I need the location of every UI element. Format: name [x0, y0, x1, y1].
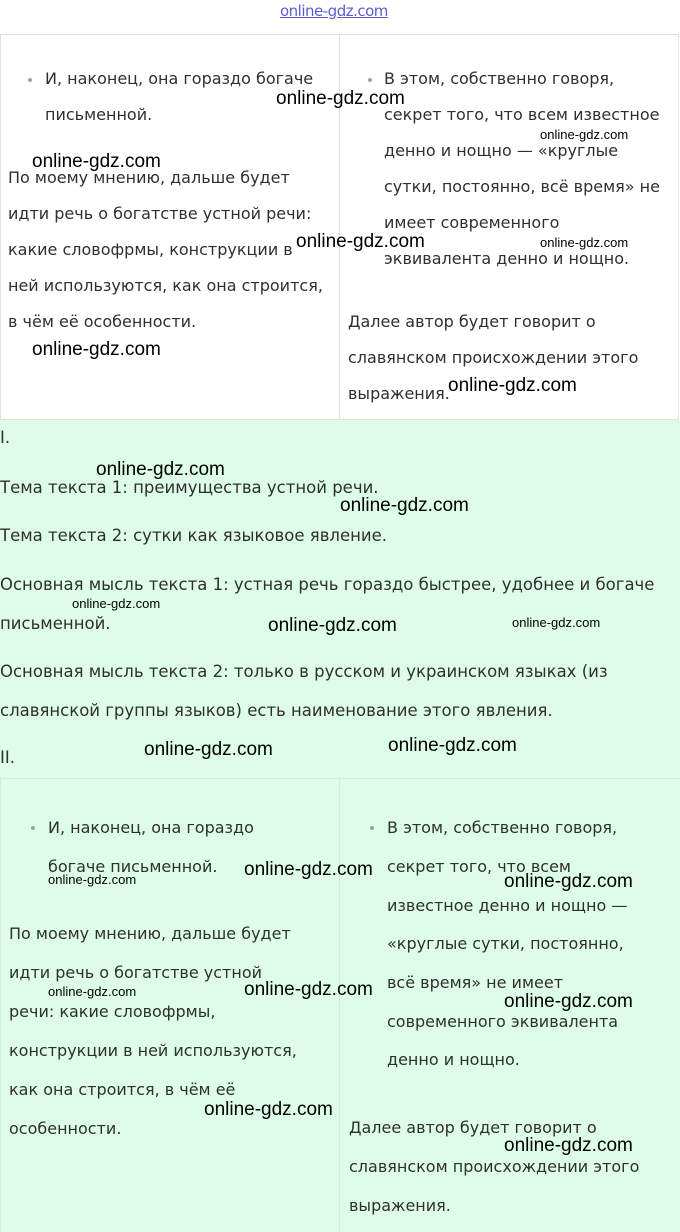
- main-idea-1-line: Основная мысль текста 1: устная речь гораздо быстрее, удобнее и богаче: [0, 575, 655, 594]
- table-2-column-divider: [339, 778, 340, 1232]
- bullet-dot: [368, 78, 372, 82]
- main-idea-1-line: письменной.: [0, 614, 111, 633]
- table2-left-bullet-line: богаче письменной.: [48, 857, 218, 876]
- table2-right-para-line: Далее автор будет говорит о: [349, 1118, 597, 1137]
- table1-left-para-line: По моему мнению, дальше будет: [8, 168, 290, 187]
- watermark: online-gdz.com: [540, 235, 629, 250]
- main-idea-2-line: Основная мысль текста 2: только в русском и украинском языках (из: [0, 662, 608, 681]
- table2-right-bullet-line: известное денно и нощно —: [387, 896, 628, 915]
- table2-right-bullet-line: секрет того, что всем: [387, 857, 571, 876]
- watermark: online-gdz.com: [32, 339, 161, 360]
- table1-right-bullet-line: эквивалента денно и нощно.: [384, 249, 630, 268]
- watermark: online-gdz.com: [32, 151, 161, 172]
- table2-left-para-line: идти речь о богатстве устной: [9, 963, 263, 982]
- theme-1: Тема текста 1: преимущества устной речи.: [0, 478, 379, 497]
- bullet-dot: [370, 826, 374, 830]
- watermark: online-gdz.com: [340, 495, 469, 516]
- table1-left-para-line: какие словофрмы, конструкции в: [8, 240, 293, 259]
- table1-right-bullet-line: имеет современного: [384, 213, 560, 232]
- table2-right-bullet-line: всё время» не имеет: [387, 973, 564, 992]
- table1-left-para-line: в чём её особенности.: [8, 312, 197, 331]
- table1-left-para-line: ней используются, как она строится,: [8, 276, 323, 295]
- theme-2: Тема текста 2: сутки как языковое явление.: [0, 526, 388, 545]
- table1-left-bullet-line: И, наконец, она гораздо богаче: [45, 69, 314, 88]
- table2-left-para-line: особенности.: [9, 1119, 122, 1138]
- table1-right-bullet-line: секрет того, что всем известное: [384, 105, 660, 124]
- table2-left-para-line: как она строится, в чём её: [9, 1080, 236, 1099]
- page-header: [0, 0, 680, 34]
- table2-left-para-line: По моему мнению, дальше будет: [9, 924, 291, 943]
- watermark: online-gdz.com: [96, 459, 225, 480]
- watermark: online-gdz.com: [48, 984, 137, 999]
- table2-right-bullet-line: современного эквивалента: [387, 1012, 619, 1031]
- watermark: online-gdz.com: [448, 375, 577, 396]
- table1-left-bullet-line: письменной.: [45, 105, 153, 124]
- table1-right-bullet-line: денно и нощно — «круглые: [384, 141, 619, 160]
- watermark: online-gdz.com: [72, 596, 161, 611]
- table2-right-para-line: выражения.: [349, 1196, 451, 1215]
- bullet-dot: [28, 78, 32, 82]
- watermark: online-gdz.com: [504, 991, 633, 1012]
- table1-right-bullet-line: В этом, собственно говоря,: [384, 69, 615, 88]
- watermark: online-gdz.com: [504, 1135, 633, 1156]
- bullet-dot: [31, 826, 35, 830]
- section-2-marker: II.: [0, 748, 15, 767]
- table2-right-bullet-line: «круглые сутки, постоянно,: [387, 934, 624, 953]
- table1-right-para-line: славянском происхождении этого: [348, 348, 639, 367]
- watermark: online-gdz.com: [512, 615, 601, 630]
- table1-left-para-line: идти речь о богатстве устной речи:: [8, 204, 312, 223]
- table2-left-para-line: речи: какие словофрмы,: [9, 1002, 216, 1021]
- watermark: online-gdz.com: [204, 1099, 333, 1120]
- watermark: online-gdz.com: [504, 871, 633, 892]
- watermark: online-gdz.com: [244, 979, 373, 1000]
- main-idea-2-line: славянской группы языков) есть наименование этого явления.: [0, 701, 553, 720]
- table2-left-para-line: конструкции в ней используются,: [9, 1041, 297, 1060]
- table2-right-bullet-line: денно и нощно.: [387, 1050, 520, 1069]
- table2-left-bullet-line: И, наконец, она гораздо: [48, 818, 254, 837]
- section-1-marker: I.: [0, 428, 11, 447]
- watermark: online-gdz.com: [244, 859, 373, 880]
- site-link[interactable]: online-gdz.com: [280, 2, 388, 20]
- table1-right-bullet-line: сутки, постоянно, всё время» не: [384, 177, 660, 196]
- watermark: online-gdz.com: [276, 88, 405, 109]
- watermark: online-gdz.com: [268, 615, 397, 636]
- watermark: online-gdz.com: [48, 872, 137, 887]
- watermark: online-gdz.com: [540, 127, 629, 142]
- watermark: online-gdz.com: [296, 231, 425, 252]
- table1-right-para-line: Далее автор будет говорит о: [348, 312, 596, 331]
- table2-right-para-line: славянском происхождении этого: [349, 1157, 640, 1176]
- table1-right-para-line: выражения.: [348, 384, 450, 403]
- watermark: online-gdz.com: [144, 739, 273, 760]
- watermark: online-gdz.com: [388, 735, 517, 756]
- table2-right-bullet-line: В этом, собственно говоря,: [387, 818, 618, 837]
